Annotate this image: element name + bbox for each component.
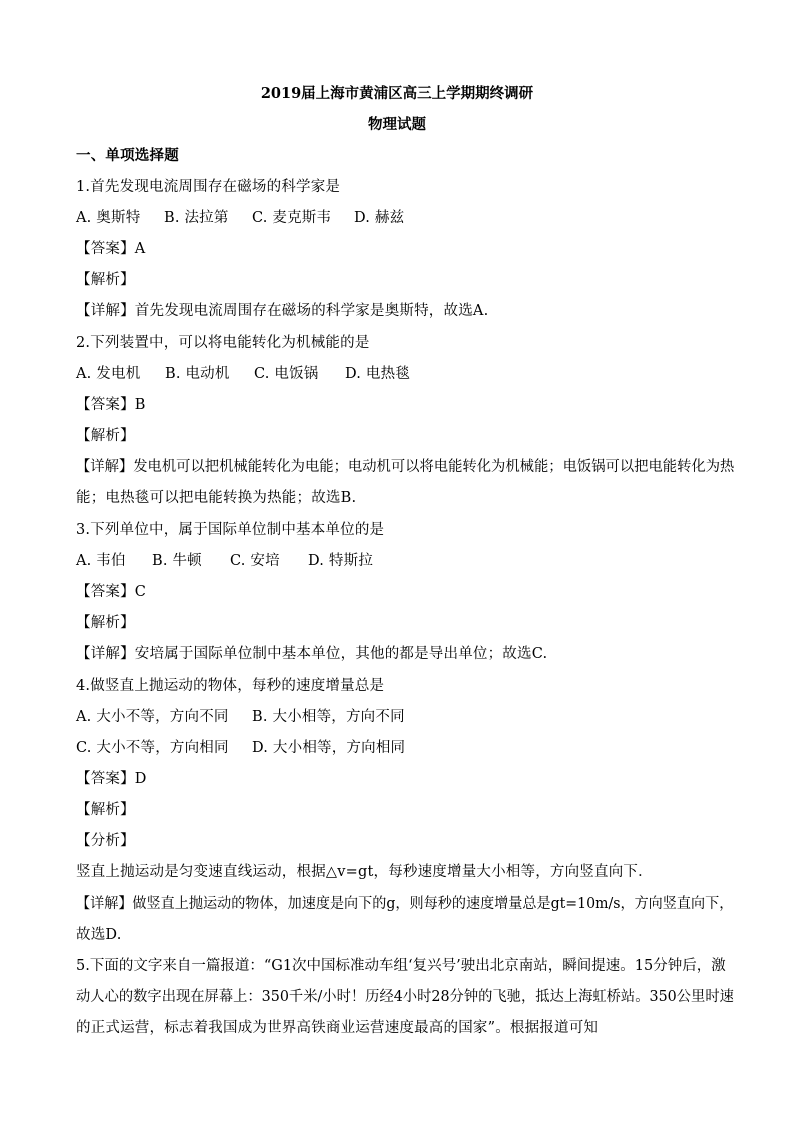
question-4-options-row2 <box>76 738 405 758</box>
question-4: 4.做竖直上抛运动的物体，每秒的速度增量总是 <box>76 678 385 694</box>
option-b: B. 法拉第 <box>164 210 229 226</box>
question-4-analysis: 【解析】 <box>76 802 135 818</box>
question-2-options <box>76 364 410 384</box>
question-3-detail: 【详解】安培属于国际单位制中基本单位，其他的都是导出单位；故选C. <box>76 646 548 662</box>
option-d: D. 电热毯 <box>345 366 411 382</box>
question-2-detail-cont: 能；电热毯可以把电能转换为热能；故选B. <box>76 490 357 506</box>
question-2-detail: 【详解】发电机可以把机械能转化为电能；电动机可以将电能转化为机械能；电饭锅可以把电能转化为热 <box>76 459 735 475</box>
option-c: C. 大小不等，方向相同 <box>76 740 229 756</box>
document-title: 2019届上海市黄浦区高三上学期期终调研 <box>260 85 534 102</box>
option-b: B. 大小相等，方向不同 <box>252 709 405 725</box>
option-b: B. 牛顿 <box>152 553 202 569</box>
question-2-analysis: 【解析】 <box>76 428 135 444</box>
option-d: D. 大小相等，方向相同 <box>252 740 406 756</box>
option-a: A. 发电机 <box>76 366 141 382</box>
question-4-detail: 【详解】做竖直上抛运动的物体，加速度是向下的g，则每秒的速度增量总是gt=10m/s，方向竖直向下， <box>76 896 734 912</box>
option-a: A. 韦伯 <box>76 553 126 569</box>
question-1-detail: 【详解】首先发现电流周围存在磁场的科学家是奥斯特，故选A. <box>76 303 489 319</box>
option-c: C. 麦克斯韦 <box>252 210 332 226</box>
question-4-options-row1 <box>76 707 405 727</box>
option-a: A. 奥斯特 <box>76 210 141 226</box>
document-subtitle: 物理试题 <box>368 116 426 133</box>
question-1: 1.首先发现电流周围存在磁场的科学家是 <box>76 179 341 195</box>
option-a: A. 大小不等，方向不同 <box>76 709 229 725</box>
question-1-answer: 【答案】A <box>76 241 146 257</box>
question-1-options <box>76 208 404 228</box>
question-4-detail-cont: 故选D. <box>76 927 122 943</box>
section-heading: 一、单项选择题 <box>76 147 179 164</box>
option-c: C. 安培 <box>230 553 280 569</box>
question-5-line-1: 5.下面的文字来自一篇报道：“G1次中国标准动车组‘复兴号’驶出北京南站，瞬间提速。15分钟后，激 <box>76 958 726 974</box>
question-2: 2.下列装置中，可以将电能转化为机械能的是 <box>76 335 370 351</box>
question-3-analysis: 【解析】 <box>76 615 135 631</box>
question-3-options <box>76 551 373 571</box>
question-3-answer: 【答案】C <box>76 584 147 600</box>
question-1-analysis: 【解析】 <box>76 272 135 288</box>
question-5-line-3: 的正式运营，标志着我国成为世界高铁商业运营速度最高的国家”。根据报道可知 <box>76 1020 599 1036</box>
option-c: C. 电饭锅 <box>254 366 319 382</box>
question-5-line-2: 动人心的数字出现在屏幕上：350千米/小时！历经4小时28分钟的飞驰，抵达上海虹桥站。350公里时速 <box>76 989 734 1005</box>
option-d: D. 赫兹 <box>354 210 405 226</box>
question-4-answer: 【答案】D <box>76 771 147 787</box>
question-4-fenxi-text: 竖直上抛运动是匀变速直线运动，根据△v=gt，每秒速度增量大小相等，方向竖直向下． <box>76 864 653 880</box>
question-4-fenxi: 【分析】 <box>76 833 135 849</box>
question-3: 3.下列单位中，属于国际单位制中基本单位的是 <box>76 522 385 538</box>
option-d: D. 特斯拉 <box>308 553 374 569</box>
option-b: B. 电动机 <box>165 366 230 382</box>
question-2-answer: 【答案】B <box>76 397 146 413</box>
